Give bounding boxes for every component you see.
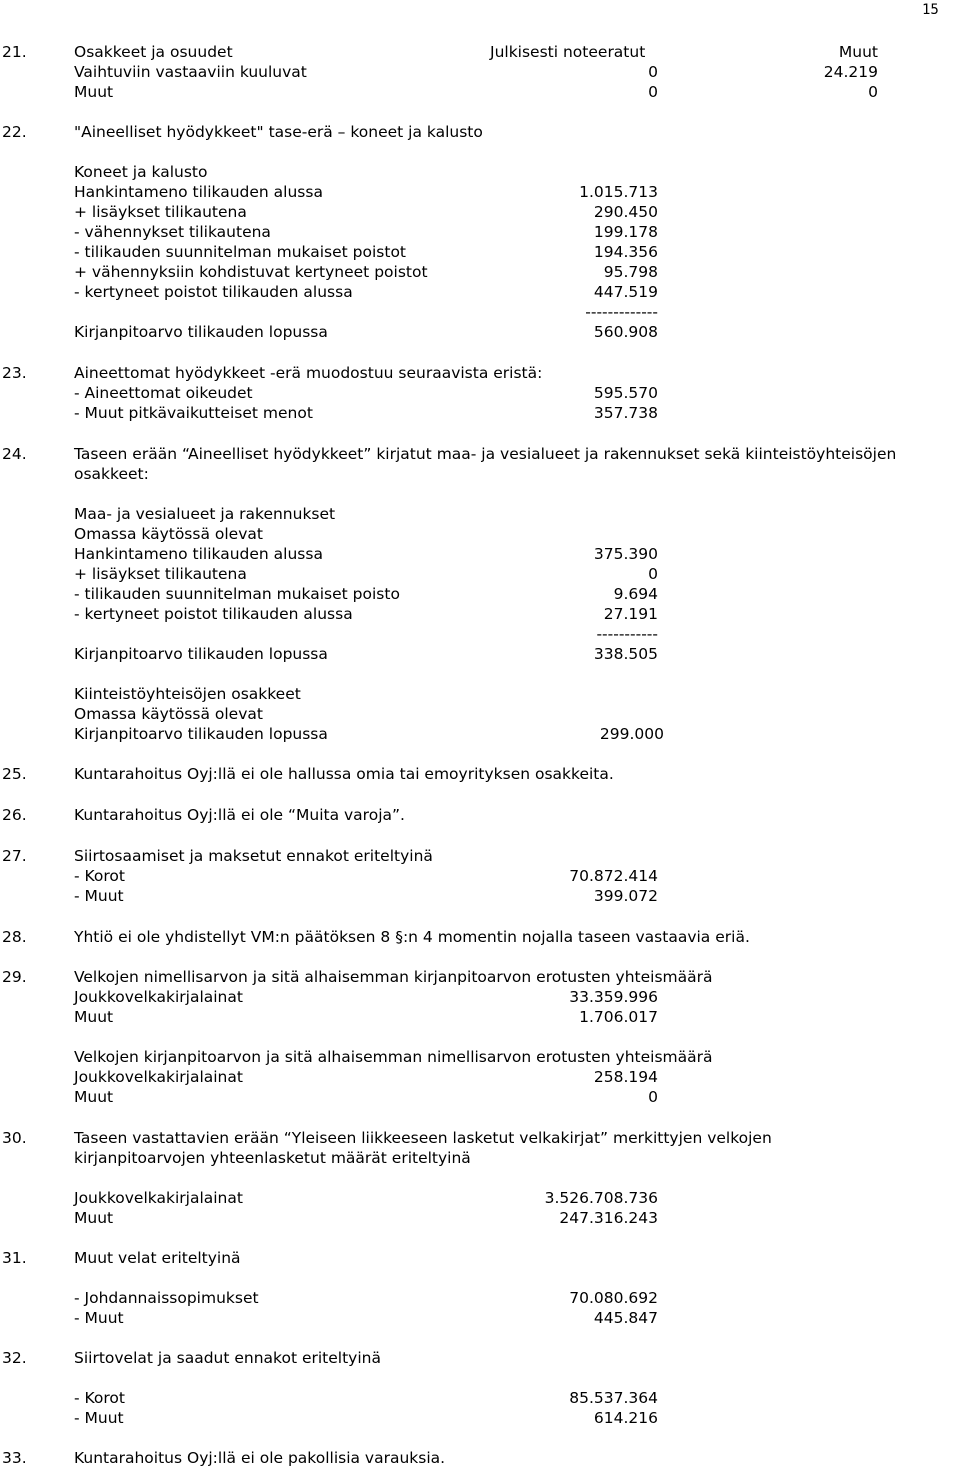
row-label: - kertyneet poistot tilikauden alussa	[74, 283, 353, 301]
row-value: 595.570	[593, 384, 658, 402]
separator: -------------	[585, 303, 658, 321]
section-title: Taseen erään “Aineelliset hyödykkeet” kirjatut maa- ja vesialueet ja rakennukset sekä kiinteistöyhteisöjen	[74, 445, 897, 463]
row-value: 399.072	[593, 887, 658, 905]
row-value: 1.015.713	[579, 183, 658, 201]
section-title: Velkojen kirjanpitoarvon ja sitä alhaisemman nimellisarvon erotusten yhteismäärä	[74, 1048, 713, 1066]
total-value: 560.908	[593, 323, 658, 341]
section-title: Osakkeet ja osuudet	[74, 43, 233, 61]
row-label: Muut	[74, 1088, 114, 1106]
row-value: 0	[868, 83, 878, 101]
page-number: 15	[922, 2, 939, 18]
row-label: + lisäykset tilikautena	[74, 565, 247, 583]
row-label: + vähennyksiin kohdistuvat kertyneet poistot	[74, 263, 428, 281]
group-title: Maa- ja vesialueet ja rakennukset	[74, 505, 336, 523]
row-label: - Korot	[74, 867, 125, 885]
row-label: - Muut	[74, 887, 124, 905]
row-value: 0	[648, 1088, 658, 1106]
row-label: - tilikauden suunnitelman mukaiset poisto	[74, 585, 400, 603]
row-value: 27.191	[603, 605, 658, 623]
section-number: 31.	[2, 1249, 27, 1267]
row-value: 3.526.708.736	[544, 1189, 658, 1207]
section-title: kirjanpitoarvojen yhteenlasketut määrät eriteltyinä	[74, 1149, 471, 1167]
section-title: Siirtovelat ja saadut ennakot eriteltyinä	[74, 1349, 381, 1367]
row-value: 447.519	[593, 283, 658, 301]
row-label: Joukkovelkakirjalainat	[74, 1068, 243, 1086]
total-label: Kirjanpitoarvo tilikauden lopussa	[74, 645, 328, 663]
row-label: - kertyneet poistot tilikauden alussa	[74, 605, 353, 623]
row-value: 95.798	[603, 263, 658, 281]
section-title: "Aineelliset hyödykkeet" tase-erä – koneet ja kalusto	[74, 123, 483, 141]
row-value: 375.390	[593, 545, 658, 563]
section-number: 32.	[2, 1349, 27, 1367]
row-value: 0	[648, 63, 658, 81]
subtitle: Koneet ja kalusto	[74, 163, 208, 181]
row-value: 0	[648, 83, 658, 101]
section-text: Yhtiö ei ole yhdistellyt VM:n päätöksen 8 §:n 4 momentin nojalla taseen vastaavia eriä.	[74, 928, 750, 946]
group-subtitle: Omassa käytössä olevat	[74, 705, 263, 723]
row-value: 357.738	[593, 404, 658, 422]
row-value: 258.194	[593, 1068, 658, 1086]
row-label: - Muut	[74, 1409, 124, 1427]
row-label: - Aineettomat oikeudet	[74, 384, 253, 402]
row-value: 445.847	[593, 1309, 658, 1327]
total-value: 299.000	[599, 725, 664, 743]
total-label: Kirjanpitoarvo tilikauden lopussa	[74, 323, 328, 341]
row-label: Vaihtuviin vastaaviin kuuluvat	[74, 63, 307, 81]
row-label: Muut	[74, 1209, 114, 1227]
section-text: Kuntarahoitus Oyj:llä ei ole hallussa omia tai emoyrityksen osakkeita.	[74, 765, 614, 783]
column-header: Muut	[838, 43, 878, 61]
row-value: 199.178	[593, 223, 658, 241]
row-value: 194.356	[593, 243, 658, 261]
row-value: 9.694	[613, 585, 658, 603]
row-label: - Korot	[74, 1389, 125, 1407]
section-number: 24.	[2, 445, 27, 463]
row-value: 614.216	[593, 1409, 658, 1427]
separator: -----------	[596, 625, 658, 643]
row-label: - tilikauden suunnitelman mukaiset poistot	[74, 243, 407, 261]
row-value: 247.316.243	[559, 1209, 658, 1227]
section-title: osakkeet:	[74, 465, 149, 483]
row-value: 0	[648, 565, 658, 583]
section-number: 26.	[2, 806, 27, 824]
section-number: 28.	[2, 928, 27, 946]
section-text: Kuntarahoitus Oyj:llä ei ole “Muita varoja”.	[74, 806, 405, 824]
row-label: Joukkovelkakirjalainat	[74, 1189, 243, 1207]
section-number: 25.	[2, 765, 27, 783]
row-value: 24.219	[823, 63, 878, 81]
row-value: 33.359.996	[569, 988, 658, 1006]
total-label: Kirjanpitoarvo tilikauden lopussa	[74, 725, 328, 743]
row-label: Joukkovelkakirjalainat	[74, 988, 243, 1006]
section-title: Muut velat eriteltyinä	[74, 1249, 241, 1267]
section-number: 21.	[2, 43, 27, 61]
row-value: 290.450	[593, 203, 658, 221]
row-value: 85.537.364	[569, 1389, 658, 1407]
row-label: - vähennykset tilikautena	[74, 223, 271, 241]
row-label: - Muut pitkävaikutteiset menot	[74, 404, 313, 422]
section-number: 33.	[2, 1449, 27, 1467]
section-number: 30.	[2, 1129, 27, 1147]
row-label: + lisäykset tilikautena	[74, 203, 247, 221]
row-value: 70.872.414	[569, 867, 658, 885]
row-label: Hankintameno tilikauden alussa	[74, 183, 323, 201]
column-header: Julkisesti noteeratut	[490, 43, 646, 61]
section-title: Velkojen nimellisarvon ja sitä alhaisemman kirjanpitoarvon erotusten yhteismäärä	[74, 968, 713, 986]
group-title: Kiinteistöyhteisöjen osakkeet	[74, 685, 301, 703]
section-number: 29.	[2, 968, 27, 986]
section-text: Kuntarahoitus Oyj:llä ei ole pakollisia varauksia.	[74, 1449, 446, 1467]
total-value: 338.505	[593, 645, 658, 663]
row-label: Muut	[74, 1008, 114, 1026]
section-title: Aineettomat hyödykkeet -erä muodostuu seuraavista eristä:	[74, 364, 543, 382]
row-label: - Johdannaissopimukset	[74, 1289, 259, 1307]
section-number: 27.	[2, 847, 27, 865]
row-value: 70.080.692	[569, 1289, 658, 1307]
section-number: 23.	[2, 364, 27, 382]
section-title: Siirtosaamiset ja maksetut ennakot eriteltyinä	[74, 847, 433, 865]
row-label: - Muut	[74, 1309, 124, 1327]
section-number: 22.	[2, 123, 27, 141]
group-subtitle: Omassa käytössä olevat	[74, 525, 263, 543]
row-value: 1.706.017	[579, 1008, 658, 1026]
row-label: Hankintameno tilikauden alussa	[74, 545, 323, 563]
row-label: Muut	[74, 83, 114, 101]
section-title: Taseen vastattavien erään “Yleiseen liikkeeseen lasketut velkakirjat” merkittyjen velkojen	[74, 1129, 772, 1147]
